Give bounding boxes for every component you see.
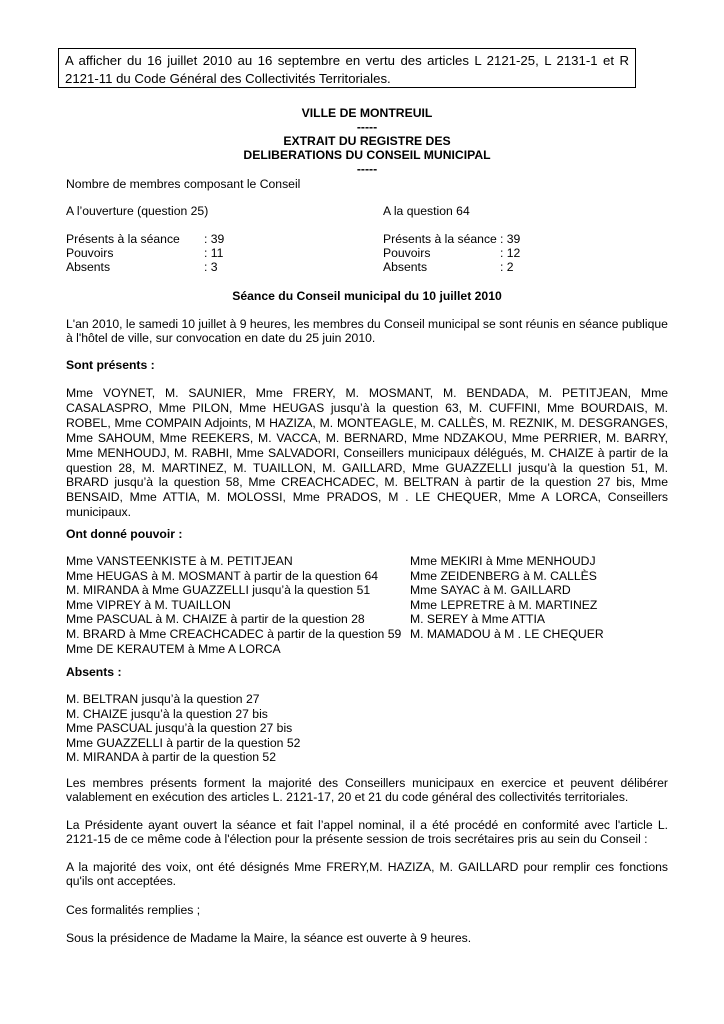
register-title: EXTRAIT DU REGISTRE DES xyxy=(283,134,451,148)
stat-label: Présents à la séance xyxy=(383,232,497,246)
list-item: M. CHAIZE jusqu’à la question 27 bis xyxy=(66,706,268,721)
stat-label: Pouvoirs xyxy=(383,246,431,260)
intro-paragraph: L'an 2010, le samedi 10 juillet à 9 heures, les membres du Conseil municipal se sont réunis en séance publique à l'hôtel de ville, sur convocation en date du 25 juin 2010. xyxy=(66,317,668,345)
present-members: Mme VOYNET, M. SAUNIER, Mme FRERY, M. MOSMANT, M. BENDADA, M. PETITJEAN, Mme CASALASPRO, Mme PILON, Mme HEUGAS jusqu’à la question 63, M. CUFFINI, Mme BOURDAIS, M. ROBEL, Mme COMPAIN Adjoints, M HAZIZA, M. MONTEAGLE, M. CALLÈS, M. REZNIK, M. DESGRANGES, Mme SAHOUM, Mme REEKERS, M. VACCA, M. BERNARD, Mme NDZAKOU, Mme PERRIER, M. BARRY, Mme MENHOUDJ, M. RABHI, Mme SALVADORI, Conseillers municipaux délégués, M. CHAIZE à partir de la question 28, M. MARTINEZ, M. TUAILLON, M. GAILLARD, Mme GUAZZELLI jusqu’à la question 51, M. BRARD jusqu’à la question 58, Mme CREACHCADEC, M. BELTRAN à partir de la question 27 bis, Mme BENSAID, Mme ATTIA, M. MOLOSSI, Mme PRADOS, M . LE CHEQUER, Mme A LORCA, Conseillers municipaux. xyxy=(66,386,668,520)
list-item: M. BELTRAN jusqu’à la question 27 xyxy=(66,692,260,706)
opening-paragraph: Sous la présidence de Madame la Maire, la séance est ouverte à 9 heures. xyxy=(66,931,472,945)
deliberations-title: DELIBERATIONS DU CONSEIL MUNICIPAL xyxy=(243,148,491,162)
header-separator: ----- xyxy=(356,120,378,134)
list-item: Mme VIPREY à M. TUAILLON xyxy=(66,597,231,612)
formalities-paragraph: Ces formalités remplies ; xyxy=(66,903,201,917)
proxies-left-list xyxy=(66,554,401,656)
city-name: VILLE DE MONTREUIL xyxy=(301,106,433,120)
absents-list xyxy=(66,692,300,765)
list-item: Mme ZEIDENBERG à M. CALLÈS xyxy=(410,568,597,583)
list-item: Mme SAYAC à M. GAILLARD xyxy=(410,583,571,598)
list-item: M. MIRANDA à Mme GUAZZELLI jusqu’à la question 51 xyxy=(66,583,371,598)
majority-paragraph: Les membres présents forment la majorité des Conseillers municipaux en exercice et peuvent délibérer valablement en exécution des articles L. 2121-17, 20 et 21 du code général des collectivités territoriales. xyxy=(66,776,668,804)
list-item: M. MAMADOU à M . LE CHEQUER xyxy=(410,626,604,641)
list-item: Mme LEPRETRE à M. MARTINEZ xyxy=(410,597,598,612)
stat-value: : 11 xyxy=(204,246,224,260)
list-item: Mme GUAZZELLI à partir de la question 52 xyxy=(66,735,301,750)
present-heading: Sont présents : xyxy=(66,358,155,372)
header-separator: ----- xyxy=(356,162,378,176)
stat-value: : 12 xyxy=(500,246,521,260)
list-item: Mme PASCUAL jusqu’à la question 27 bis xyxy=(66,721,293,736)
president-paragraph: La Présidente ayant ouvert la séance et fait l’appel nominal, il a été procédé en conformité avec l'article L. 2121-15 de ce même code à l'élection pour la présente session de trois secrétaires pris au sein du Conseil : xyxy=(66,818,668,846)
stat-value: : 39 xyxy=(204,232,225,246)
members-label: Nombre de membres composant le Conseil xyxy=(66,177,301,191)
opening-heading: A l’ouverture (question 25) xyxy=(66,204,209,218)
stat-label: Présents à la séance xyxy=(66,232,180,246)
absent-heading: Absents : xyxy=(66,665,122,679)
list-item: Mme VANSTEENKISTE à M. PETITJEAN xyxy=(66,554,293,568)
stat-label: Pouvoirs xyxy=(66,246,114,260)
list-item: M. BRARD à Mme CREACHCADEC à partir de la question 59 xyxy=(66,626,402,641)
stat-value: : 2 xyxy=(500,260,514,274)
stat-label: Absents xyxy=(383,260,428,274)
session-title: Séance du Conseil municipal du 10 juillet 2010 xyxy=(232,289,502,303)
stat-value: : 39 xyxy=(500,232,521,246)
list-item: Mme PASCUAL à M. CHAIZE à partir de la question 28 xyxy=(66,612,365,627)
stat-label: Absents xyxy=(66,260,111,274)
list-item: M. MIRANDA à partir de la question 52 xyxy=(66,750,276,765)
question-64-heading: A la question 64 xyxy=(383,204,470,218)
question-64-stats xyxy=(383,232,560,274)
list-item: Mme DE KERAUTEM à Mme A LORCA xyxy=(66,641,281,656)
stat-value: : 3 xyxy=(204,260,218,274)
opening-stats xyxy=(66,232,264,274)
posting-notice: A afficher du 16 juillet 2010 au 16 septembre en vertu des articles L 2121-25, L 2131-1 et R 2121-11 du Code Général des Collectivités Territoriales. xyxy=(58,48,636,88)
proxies-right-list xyxy=(410,554,604,642)
proxy-heading: Ont donné pouvoir : xyxy=(66,527,183,541)
list-item: M. SEREY à Mme ATTIA xyxy=(410,612,545,627)
list-item: Mme HEUGAS à M. MOSMANT à partir de la question 64 xyxy=(66,568,379,583)
designated-paragraph: A la majorité des voix, ont été désignés Mme FRERY,M. HAZIZA, M. GAILLARD pour remplir ces fonctions qu'ils ont acceptées. xyxy=(66,860,668,888)
list-item: Mme MEKIRI à Mme MENHOUDJ xyxy=(410,554,596,568)
